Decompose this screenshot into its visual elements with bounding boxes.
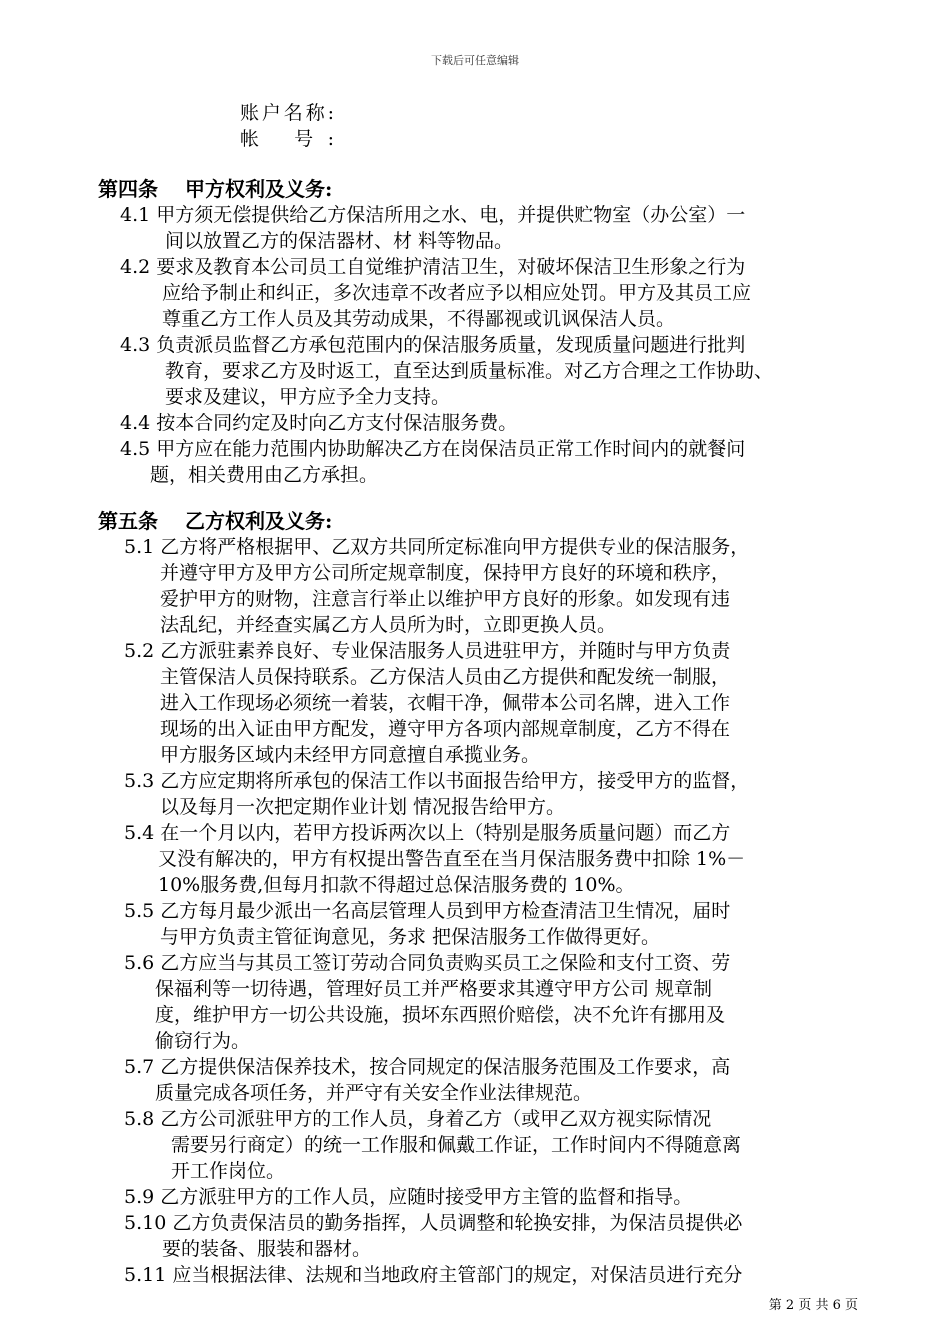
article5-item: 5.6 乙方应当与其员工签订劳动合同负责购买员工之保险和支付工资、劳 保福利等一切待遇，管理好员工并严格要求其遵守甲方公司 规章制 度，维护甲方一切公共设施，损坏东西照价赔偿，决不允许有挪用及 偷窃行为。 bbox=[124, 952, 731, 1052]
page-header: 下载后可任意编辑 bbox=[431, 54, 519, 67]
account-name-label: 账户名称: bbox=[240, 102, 334, 124]
article4-item: 4.3 负责派员监督乙方承包范围内的保洁服务质量，发现质量问题进行批判 教育，要求乙方及时返工，直至达到质量标准。对乙方合理之工作协助、 要求及建议，甲方应予全力支持。 bbox=[120, 334, 774, 408]
page-footer: 第 2 页 共 6 页 bbox=[768, 1298, 858, 1313]
article5-item: 5.11 应当根据法律、法规和当地政府主管部门的规定，对保洁员进行充分 bbox=[124, 1264, 743, 1286]
article5-item: 5.3 乙方应定期将所承包的保洁工作以书面报告给甲方，接受甲方的监督， 以及每月一次把定期作业计划 情况报告给甲方。 bbox=[124, 770, 750, 818]
account-number-label: 帐 号: bbox=[240, 128, 334, 150]
article5-item: 5.4 在一个月以内，若甲方投诉两次以上（特别是服务质量问题）而乙方 又没有解决的，甲方有权提出警告直至在当月保洁服务费中扣除 1%－ 10%服务费,但每月扣款不得超过总保洁服务费的 10%。 bbox=[124, 822, 746, 896]
article5-item: 5.2 乙方派驻素养良好、专业保洁服务人员进驻甲方，并随时与甲方负责 主管保洁人员保持联系。乙方保洁人员由乙方提供和配发统一制服， 进入工作现场必须统一着装，衣帽干净，佩带本公司名牌，进入工作 现场的出入证由甲方配发，遵守甲方各项内部规章制度，乙方不得在 甲方服务区域内未经甲方同意擅自承揽业务。 bbox=[124, 640, 731, 766]
article4-item: 4.5 甲方应在能力范围内协助解决乙方在岗保洁员正常工作时间内的就餐问 题，相关费用由乙方承担。 bbox=[120, 438, 746, 486]
article4-item: 4.4 按本合同约定及时向乙方支付保洁服务费。 bbox=[120, 412, 518, 434]
article5-item: 5.1 乙方将严格根据甲、乙双方共同所定标准向甲方提供专业的保洁服务， 并遵守甲方及甲方公司所定规章制度，保持甲方良好的环境和秩序， 爱护甲方的财物，注意言行举止以维护甲方良好的形象。如发现有违 法乱纪，并经查实属乙方人员所为时，立即更换人员。 bbox=[124, 536, 750, 636]
article5-item: 5.9 乙方派驻甲方的工作人员，应随时接受甲方主管的监督和指导。 bbox=[124, 1186, 693, 1208]
article4-item: 4.2 要求及教育本公司员工自觉维护清洁卫生，对破坏保洁卫生形象之行为 应给予制止和纠正，多次违章不改者应予以相应处罚。甲方及其员工应 尊重乙方工作人员及其劳动成果，不得鄙视或讥讽保洁人员。 bbox=[120, 256, 752, 330]
article4-item: 4.1 甲方须无偿提供给乙方保洁所用之水、电，并提供贮物室（办公室）一 间以放置乙方的保洁器材、材 料等物品。 bbox=[120, 204, 746, 252]
article5-item: 5.8 乙方公司派驻甲方的工作人员，身着乙方（或甲乙双方视实际情况 需要另行商定）的统一工作服和佩戴工作证，工作时间内不得随意离 开工作岗位。 bbox=[124, 1108, 742, 1182]
article5-item: 5.7 乙方提供保洁保养技术，按合同规定的保洁服务范围及工作要求，高 质量完成各项任务，并严守有关安全作业法律规范。 bbox=[124, 1056, 731, 1104]
article4-title: 第四条 甲方权利及义务: bbox=[98, 177, 333, 201]
article5-title: 第五条 乙方权利及义务: bbox=[98, 509, 333, 533]
article5-item: 5.5 乙方每月最少派出一名高层管理人员到甲方检查清洁卫生情况，届时 与甲方负责主管征询意见，务求 把保洁服务工作做得更好。 bbox=[124, 900, 731, 948]
article5-item: 5.10 乙方负责保洁员的勤务指挥，人员调整和轮换安排，为保洁员提供必 要的装备、服装和器材。 bbox=[124, 1212, 743, 1260]
